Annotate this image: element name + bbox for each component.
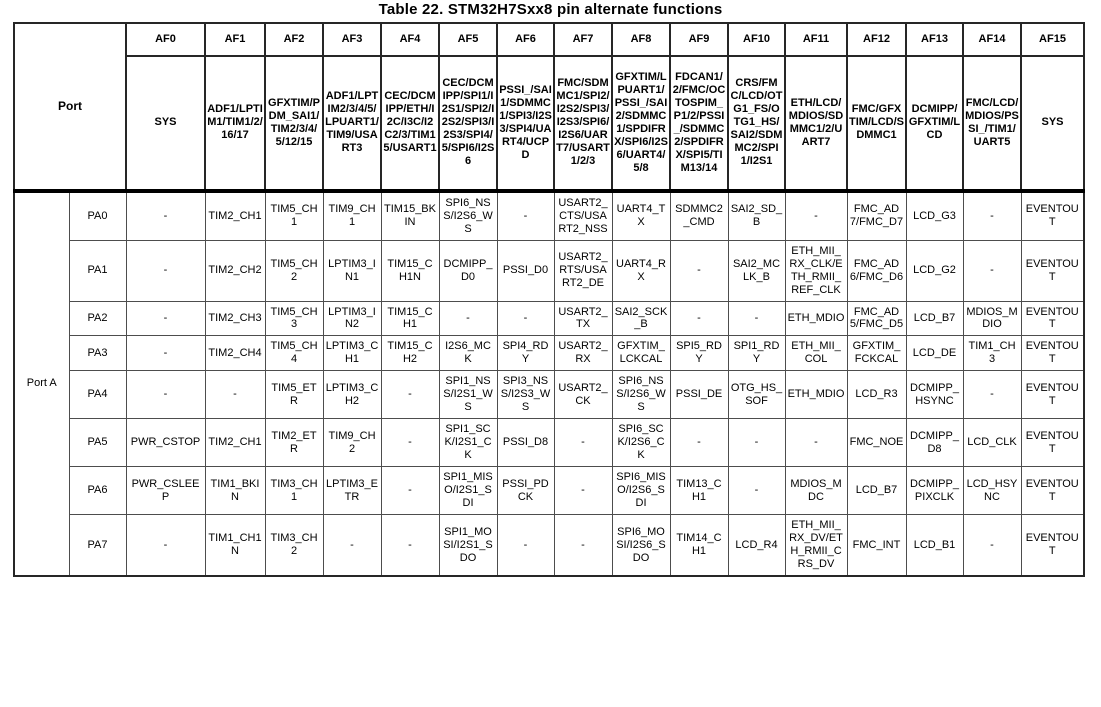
af-cell: - [126, 240, 205, 301]
af-cell: EVENTOUT [1021, 336, 1084, 371]
af-cell: EVENTOUT [1021, 419, 1084, 467]
af-cell: SPI1_MISO/I2S1_SDI [439, 467, 497, 515]
af-cell: - [963, 191, 1021, 240]
table-row [14, 301, 1084, 336]
af-cell: TIM2_CH1 [205, 191, 265, 240]
af-cell: - [439, 301, 497, 336]
af-column-header: AF1 [205, 23, 265, 56]
af-column-header: AF9 [670, 23, 728, 56]
af-cell: LCD_G2 [906, 240, 963, 301]
af-cell: LPTIM3_CH2 [323, 371, 381, 419]
af-cell: SPI1_RDY [728, 336, 785, 371]
af-cell: TIM5_CH1 [265, 191, 323, 240]
af-cell: - [785, 191, 847, 240]
af-cell: SPI6_SCK/I2S6_CK [612, 419, 670, 467]
af-cell: PWR_CSTOP [126, 419, 205, 467]
af-cell: LCD_B1 [906, 515, 963, 576]
table-row [14, 515, 1084, 576]
pin-label: PA0 [69, 191, 126, 240]
af-cell: - [381, 419, 439, 467]
af-cell: TIM2_CH1 [205, 419, 265, 467]
pin-label: PA2 [69, 301, 126, 336]
af-column-functions: GFXTIM/PDM_SAI1/TIM2/3/4/5/12/15 [265, 56, 323, 191]
af-column-header: AF7 [554, 23, 612, 56]
af-column-functions: FDCAN1/2/FMC/OCTOSPIM_P1/2/PSSI_/SDMMC2/SPDIFRX/SPI5/TIM13/14 [670, 56, 728, 191]
af-cell: I2S6_MCK [439, 336, 497, 371]
af-cell: TIM5_CH2 [265, 240, 323, 301]
af-column-header: AF4 [381, 23, 439, 56]
af-cell: GFXTIM_LCKCAL [612, 336, 670, 371]
af-cell: LCD_R4 [728, 515, 785, 576]
af-cell: EVENTOUT [1021, 371, 1084, 419]
af-cell: SPI4_RDY [497, 336, 554, 371]
af-cell: - [126, 336, 205, 371]
af-column-header: AF12 [847, 23, 906, 56]
af-cell: TIM3_CH2 [265, 515, 323, 576]
af-column-functions: FMC/GFXTIM/LCD/SDMMC1 [847, 56, 906, 191]
af-column-functions: PSSI_/SAI1/SDMMC1/SPI3/I2S3/SPI4/UART4/UCPD [497, 56, 554, 191]
af-cell: ETH_MII_COL [785, 336, 847, 371]
af-column-functions: SYS [126, 56, 205, 191]
af-cell: SPI6_NSS/I2S6_WS [439, 191, 497, 240]
af-column-header: AF2 [265, 23, 323, 56]
table-row [14, 191, 1084, 240]
pin-label: PA5 [69, 419, 126, 467]
pin-rows [14, 191, 1084, 576]
af-cell: TIM9_CH1 [323, 191, 381, 240]
table-row [14, 419, 1084, 467]
af-cell: TIM1_CH1N [205, 515, 265, 576]
af-cell: TIM2_CH2 [205, 240, 265, 301]
af-cell: TIM2_CH3 [205, 301, 265, 336]
af-cell: TIM2_CH4 [205, 336, 265, 371]
af-cell: - [126, 191, 205, 240]
af-cell: TIM14_CH1 [670, 515, 728, 576]
af-column-header: AF8 [612, 23, 670, 56]
pin-label: PA1 [69, 240, 126, 301]
af-cell: - [963, 371, 1021, 419]
af-cell: SAI2_SD_B [728, 191, 785, 240]
af-column-header: AF6 [497, 23, 554, 56]
af-cell: USART2_RTS/USART2_DE [554, 240, 612, 301]
af-cell: DCMIPP_D8 [906, 419, 963, 467]
af-cell: - [381, 467, 439, 515]
af-cell: DCMIPP_PIXCLK [906, 467, 963, 515]
af-cell: - [785, 419, 847, 467]
af-cell: TIM15_BKIN [381, 191, 439, 240]
af-cell: ETH_MII_RX_CLK/ETH_RMII_REF_CLK [785, 240, 847, 301]
table-title: Table 22. STM32H7Sxx8 pin alternate functions [378, 1, 723, 18]
af-cell: GFXTIM_FCKCAL [847, 336, 906, 371]
af-column-header: AF14 [963, 23, 1021, 56]
af-cell: TIM15_CH1 [381, 301, 439, 336]
af-column-functions: FMC/SDMMC1/SPI2/I2S2/SPI3/I2S3/SPI6/I2S6/UART7/USART1/2/3 [554, 56, 612, 191]
af-cell: - [205, 371, 265, 419]
pin-label: PA4 [69, 371, 126, 419]
af-cell: EVENTOUT [1021, 467, 1084, 515]
port-group-label: Port A [14, 191, 69, 576]
af-cell: TIM5_CH3 [265, 301, 323, 336]
af-column-header: AF3 [323, 23, 381, 56]
pin-label: PA6 [69, 467, 126, 515]
af-column-functions: CEC/DCMIPP/SPI1/I2S1/SPI2/I2S2/SPI3/I2S3/SPI4/5/SPI6/I2S6 [439, 56, 497, 191]
af-cell: TIM13_CH1 [670, 467, 728, 515]
af-cell: LCD_CLK [963, 419, 1021, 467]
af-cell: SAI2_MCLK_B [728, 240, 785, 301]
af-cell: SPI3_NSS/I2S3_WS [497, 371, 554, 419]
af-column-functions: FMC/LCD/MDIOS/PSSI_/TIM1/UART5 [963, 56, 1021, 191]
af-cell: MDIOS_MDC [785, 467, 847, 515]
af-column-header: AF10 [728, 23, 785, 56]
af-cell: - [670, 301, 728, 336]
header-row-af-labels [14, 23, 1084, 56]
pin-label: PA3 [69, 336, 126, 371]
table-row [14, 371, 1084, 419]
af-cell: FMC_AD6/FMC_D6 [847, 240, 906, 301]
af-cell: - [728, 301, 785, 336]
af-cell: USART2_CK [554, 371, 612, 419]
af-cell: - [381, 371, 439, 419]
af-cell: SPI1_MOSI/I2S1_SDO [439, 515, 497, 576]
table-row [14, 467, 1084, 515]
af-cell: SPI5_RDY [670, 336, 728, 371]
af-cell: FMC_AD7/FMC_D7 [847, 191, 906, 240]
af-cell: - [670, 419, 728, 467]
af-cell: LCD_DE [906, 336, 963, 371]
af-cell: LPTIM3_ETR [323, 467, 381, 515]
af-column-header: AF5 [439, 23, 497, 56]
af-column-functions: GFXTIM/LPUART1/PSSI_/SAI2/SDMMC1/SPDIFRX/SPI6/I2S6/UART4/5/8 [612, 56, 670, 191]
af-cell: - [670, 240, 728, 301]
af-cell: TIM1_CH3 [963, 336, 1021, 371]
af-cell: - [126, 371, 205, 419]
af-cell: PWR_CSLEEP [126, 467, 205, 515]
af-column-header: AF15 [1021, 23, 1084, 56]
af-cell: SAI2_SCK_B [612, 301, 670, 336]
af-cell: LCD_B7 [847, 467, 906, 515]
af-cell: - [963, 515, 1021, 576]
af-cell: ETH_MII_RX_DV/ETH_RMII_CRS_DV [785, 515, 847, 576]
af-cell: UART4_TX [612, 191, 670, 240]
af-cell: EVENTOUT [1021, 191, 1084, 240]
af-cell: SDMMC2_CMD [670, 191, 728, 240]
af-column-functions: SYS [1021, 56, 1084, 191]
af-cell: - [497, 515, 554, 576]
af-cell: FMC_NOE [847, 419, 906, 467]
header-row-af-functions [14, 56, 1084, 191]
af-cell: EVENTOUT [1021, 515, 1084, 576]
af-column-functions: DCMIPP/GFXTIM/LCD [906, 56, 963, 191]
af-cell: - [381, 515, 439, 576]
af-cell: - [728, 419, 785, 467]
af-cell: ETH_MDIO [785, 301, 847, 336]
af-cell: TIM15_CH2 [381, 336, 439, 371]
af-cell: DCMIPP_HSYNC [906, 371, 963, 419]
af-cell: UART4_RX [612, 240, 670, 301]
af-column-header: AF11 [785, 23, 847, 56]
af-cell: - [963, 240, 1021, 301]
af-cell: TIM1_BKIN [205, 467, 265, 515]
af-cell: LPTIM3_IN2 [323, 301, 381, 336]
af-cell: PSSI_DE [670, 371, 728, 419]
af-cell: TIM15_CH1N [381, 240, 439, 301]
af-cell: PSSI_PDCK [497, 467, 554, 515]
af-cell: LCD_G3 [906, 191, 963, 240]
table-row [14, 240, 1084, 301]
af-cell: - [554, 467, 612, 515]
af-cell: - [126, 515, 205, 576]
af-cell: LPTIM3_CH1 [323, 336, 381, 371]
pin-label: PA7 [69, 515, 126, 576]
af-cell: SPI1_NSS/I2S1_WS [439, 371, 497, 419]
af-cell: FMC_INT [847, 515, 906, 576]
af-cell: PSSI_D0 [497, 240, 554, 301]
af-cell: SPI6_MISO/I2S6_SDI [612, 467, 670, 515]
af-cell: SPI6_MOSI/I2S6_SDO [612, 515, 670, 576]
af-cell: PSSI_D8 [497, 419, 554, 467]
af-cell: DCMIPP_D0 [439, 240, 497, 301]
af-cell: MDIOS_MDIO [963, 301, 1021, 336]
af-column-header: AF0 [126, 23, 205, 56]
af-cell: OTG_HS_SOF [728, 371, 785, 419]
af-cell: FMC_AD5/FMC_D5 [847, 301, 906, 336]
af-cell: TIM3_CH1 [265, 467, 323, 515]
af-cell: LCD_B7 [906, 301, 963, 336]
table-row [14, 336, 1084, 371]
af-column-functions: ADF1/LPTIM1/TIM1/2/16/17 [205, 56, 265, 191]
af-cell: - [497, 191, 554, 240]
af-cell: - [554, 419, 612, 467]
af-cell: LCD_R3 [847, 371, 906, 419]
af-cell: - [126, 301, 205, 336]
table-header [14, 23, 1084, 191]
af-cell: USART2_TX [554, 301, 612, 336]
af-cell: TIM5_CH4 [265, 336, 323, 371]
af-cell: LCD_HSYNC [963, 467, 1021, 515]
af-cell: - [323, 515, 381, 576]
af-cell: ETH_MDIO [785, 371, 847, 419]
af-cell: - [554, 515, 612, 576]
af-cell: TIM5_ETR [265, 371, 323, 419]
af-cell: EVENTOUT [1021, 240, 1084, 301]
af-cell: LPTIM3_IN1 [323, 240, 381, 301]
af-column-functions: ADF1/LPTIM2/3/4/5/LPUART1/TIM9/USART3 [323, 56, 381, 191]
af-column-functions: CRS/FMC/LCD/OTG1_FS/OTG1_HS/SAI2/SDMMC2/SPI1/I2S1 [728, 56, 785, 191]
af-cell: - [728, 467, 785, 515]
af-cell: EVENTOUT [1021, 301, 1084, 336]
pin-alternate-functions-table [13, 22, 1085, 577]
af-cell: USART2_RX [554, 336, 612, 371]
af-cell: TIM9_CH2 [323, 419, 381, 467]
af-column-functions: CEC/DCMIPP/ETH/I2C/I3C/I2C2/3/TIM15/USART1 [381, 56, 439, 191]
af-cell: SPI6_NSS/I2S6_WS [612, 371, 670, 419]
af-cell: USART2_CTS/USART2_NSS [554, 191, 612, 240]
af-column-header: AF13 [906, 23, 963, 56]
af-column-functions: ETH/LCD/MDIOS/SDMMC1/2/UART7 [785, 56, 847, 191]
af-cell: SPI1_SCK/I2S1_CK [439, 419, 497, 467]
af-cell: - [497, 301, 554, 336]
port-header: Port [14, 23, 126, 191]
af-cell: TIM2_ETR [265, 419, 323, 467]
